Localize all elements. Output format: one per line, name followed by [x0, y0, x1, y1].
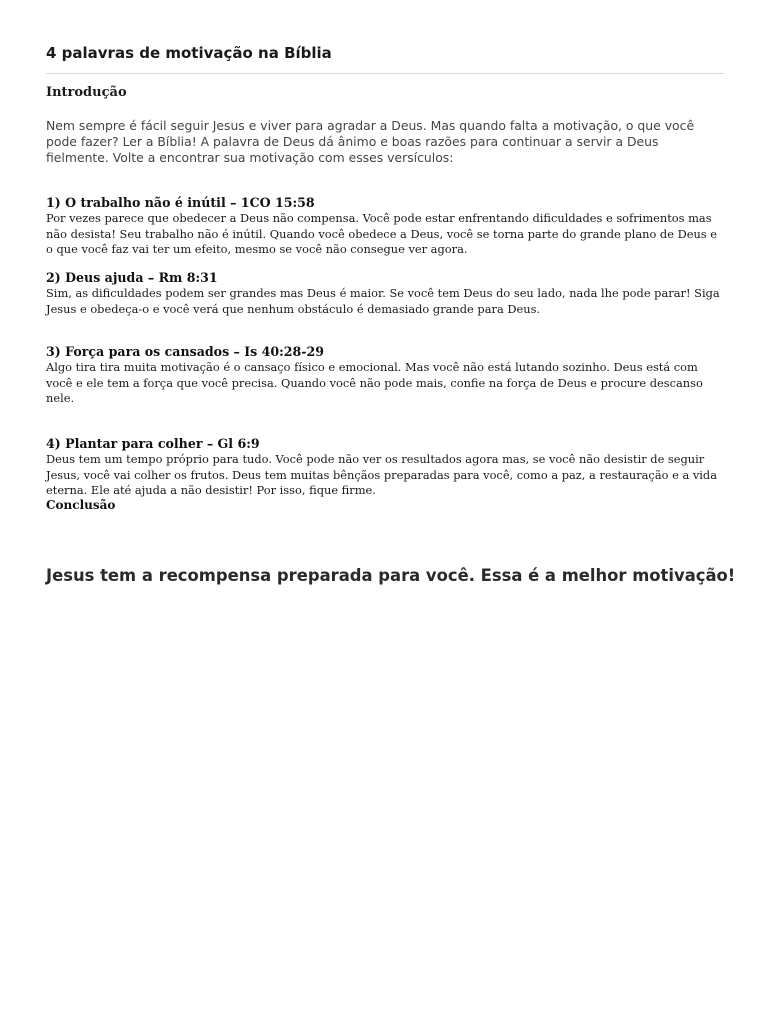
- section-body: Deus tem um tempo próprio para tudo. Você pode não ver os resultados agora mas, se você não desistir de seguir Jesus, você vai colher os frutos. Deus tem muitas bênçãos preparadas para você, como a paz, a restauração e a vida eterna. Ele até ajuda a não desistir! Por isso, fique firme.: [46, 452, 718, 498]
- section-body: Sim, as dificuldades podem ser grandes mas Deus é maior. Se você tem Deus do seu lado, nada lhe pode parar! Siga Jesus e obedeça-o e você verá que nenhum obstáculo é demasiado grande para Deus.: [46, 286, 720, 316]
- conclusion-heading: Conclusão: [46, 498, 116, 512]
- intro-heading: Introdução: [46, 85, 127, 100]
- section-heading: 2) Deus ajuda – Rm 8:31: [46, 270, 218, 285]
- section-heading: 4) Plantar para colher – Gl 6:9: [46, 436, 260, 451]
- closing-statement: Jesus tem a recompensa preparada para você. Essa é a melhor motivação!: [46, 566, 736, 585]
- section-1: [46, 195, 726, 258]
- section-body: Por vezes parece que obedecer a Deus não compensa. Você pode estar enfrentando dificuldades e sofrimentos mas não desista! Seu trabalho não é inútil. Quando você obedece a Deus, você se torna parte do grande plano de Deus e o que você faz vai ter um efeito, mesmo se você não consegue ver agora.: [46, 211, 717, 257]
- section-body: Algo tira tira muita motivação é o cansaço físico e emocional. Mas você não está lutando sozinho. Deus está com você e ele tem a força que você precisa. Quando você não pode mais, confie na força de Deus e procure descanso nele.: [46, 360, 703, 406]
- intro-paragraph: Nem sempre é fácil seguir Jesus e viver para agradar a Deus. Mas quando falta a motivação, o que você pode fazer? Ler a Bíblia! A palavra de Deus dá ânimo e boas razões para continuar a servir a Deus fielmente. Volte a encontrar sua motivação com esses versículos:: [46, 118, 695, 165]
- document-title: 4 palavras de motivação na Bíblia: [46, 44, 332, 62]
- section-heading: 1) O trabalho não é inútil – 1CO 15:58: [46, 195, 315, 210]
- section-4: [46, 436, 726, 499]
- title-divider: [46, 73, 724, 74]
- section-heading: 3) Força para os cansados – Is 40:28-29: [46, 344, 325, 359]
- section-3: [46, 344, 726, 407]
- section-2: [46, 270, 726, 317]
